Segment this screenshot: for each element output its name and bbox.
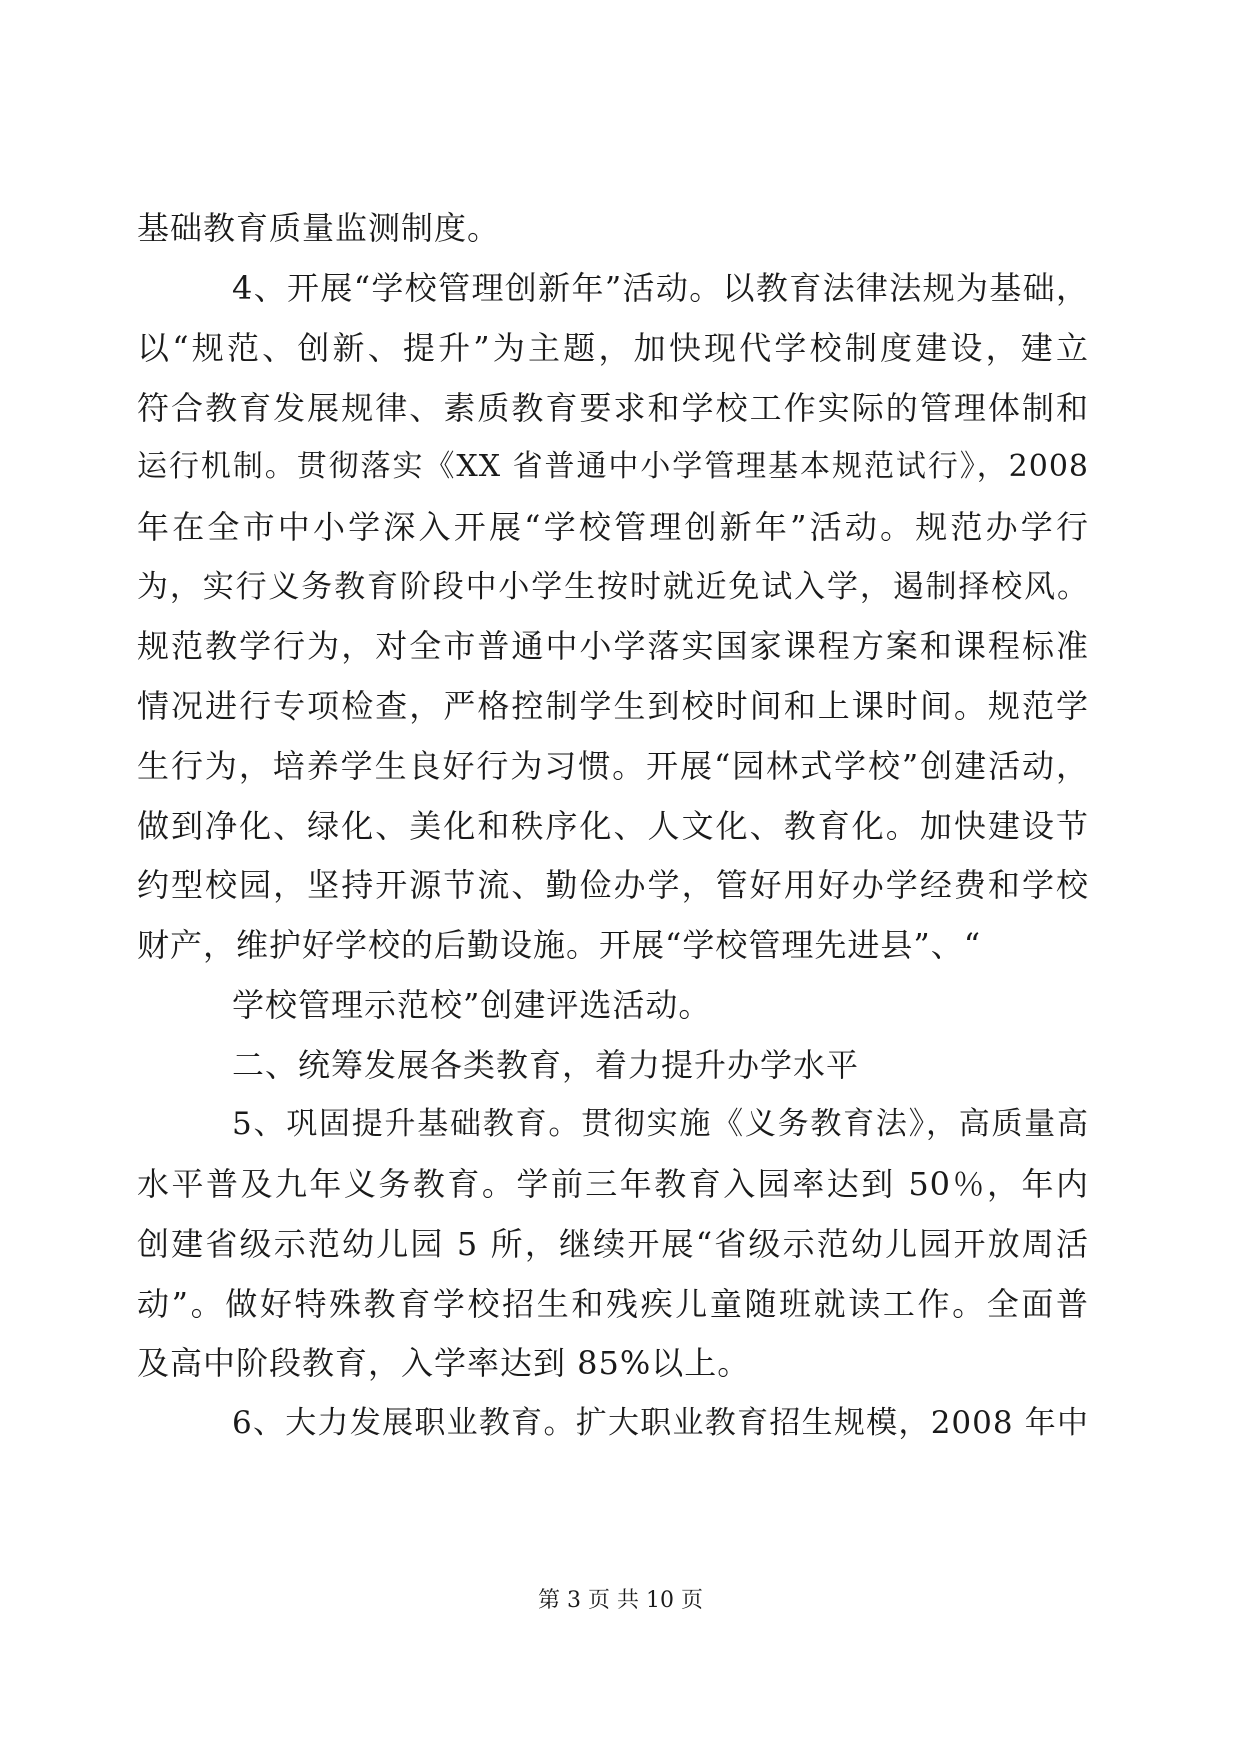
text-line: 符合教育发展规律、素质教育要求和学校工作实际的管理体制和: [137, 389, 1089, 427]
text-line: 4、开展“学校管理创新年”活动。以教育法律法规为基础，: [232, 269, 1089, 307]
text-line: 基础教育质量监测制度。: [137, 209, 501, 247]
text-line: 情况进行专项检查，严格控制学生到校时间和上课时间。规范学: [137, 687, 1089, 725]
text-line: 学校管理示范校”创建评选活动。: [232, 986, 712, 1024]
text-line: 动”。做好特殊教育学校招生和残疾儿童随班就读工作。全面普: [137, 1285, 1089, 1323]
page-number-footer: 第 3 页 共 10 页: [538, 1588, 703, 1613]
text-line: 运行机制。贯彻落实《XX 省普通中小学管理基本规范试行》，2008: [137, 449, 1089, 484]
text-line: 及高中阶段教育，入学率达到 85%以上。: [137, 1344, 751, 1382]
text-line: 生行为，培养学生良好行为习惯。开展“园林式学校”创建活动，: [137, 747, 1089, 785]
text-line: 水平普及九年义务教育。学前三年教育入园率达到 50％，年内: [137, 1165, 1089, 1203]
text-line: 规范教学行为，对全市普通中小学落实国家课程方案和课程标准: [137, 627, 1089, 665]
text-line: 5、巩固提升基础教育。贯彻实施《义务教育法》，高质量高: [232, 1106, 1089, 1142]
text-line: 年在全市中小学深入开展“学校管理创新年”活动。规范办学行: [137, 508, 1089, 546]
text-line: 约型校园，坚持开源节流、勤俭办学，管好用好办学经费和学校: [137, 866, 1089, 904]
section-heading: 二、统筹发展各类教育，着力提升办学水平: [232, 1046, 860, 1084]
text-line: 6、大力发展职业教育。扩大职业教育招生规模，2008 年中: [232, 1405, 1089, 1441]
text-line: 为，实行义务教育阶段中小学生按时就近免试入学，遏制择校风。: [137, 569, 1089, 605]
text-line: 财产，维护好学校的后勤设施。开展“学校管理先进县”、“: [137, 926, 982, 964]
text-line: 做到净化、绿化、美化和秩序化、人文化、教育化。加快建设节: [137, 807, 1089, 845]
text-line: 以“规范、创新、提升”为主题，加快现代学校制度建设，建立: [137, 329, 1089, 367]
text-line: 创建省级示范幼儿园 5 所，继续开展“省级示范幼儿园开放周活: [137, 1225, 1089, 1263]
